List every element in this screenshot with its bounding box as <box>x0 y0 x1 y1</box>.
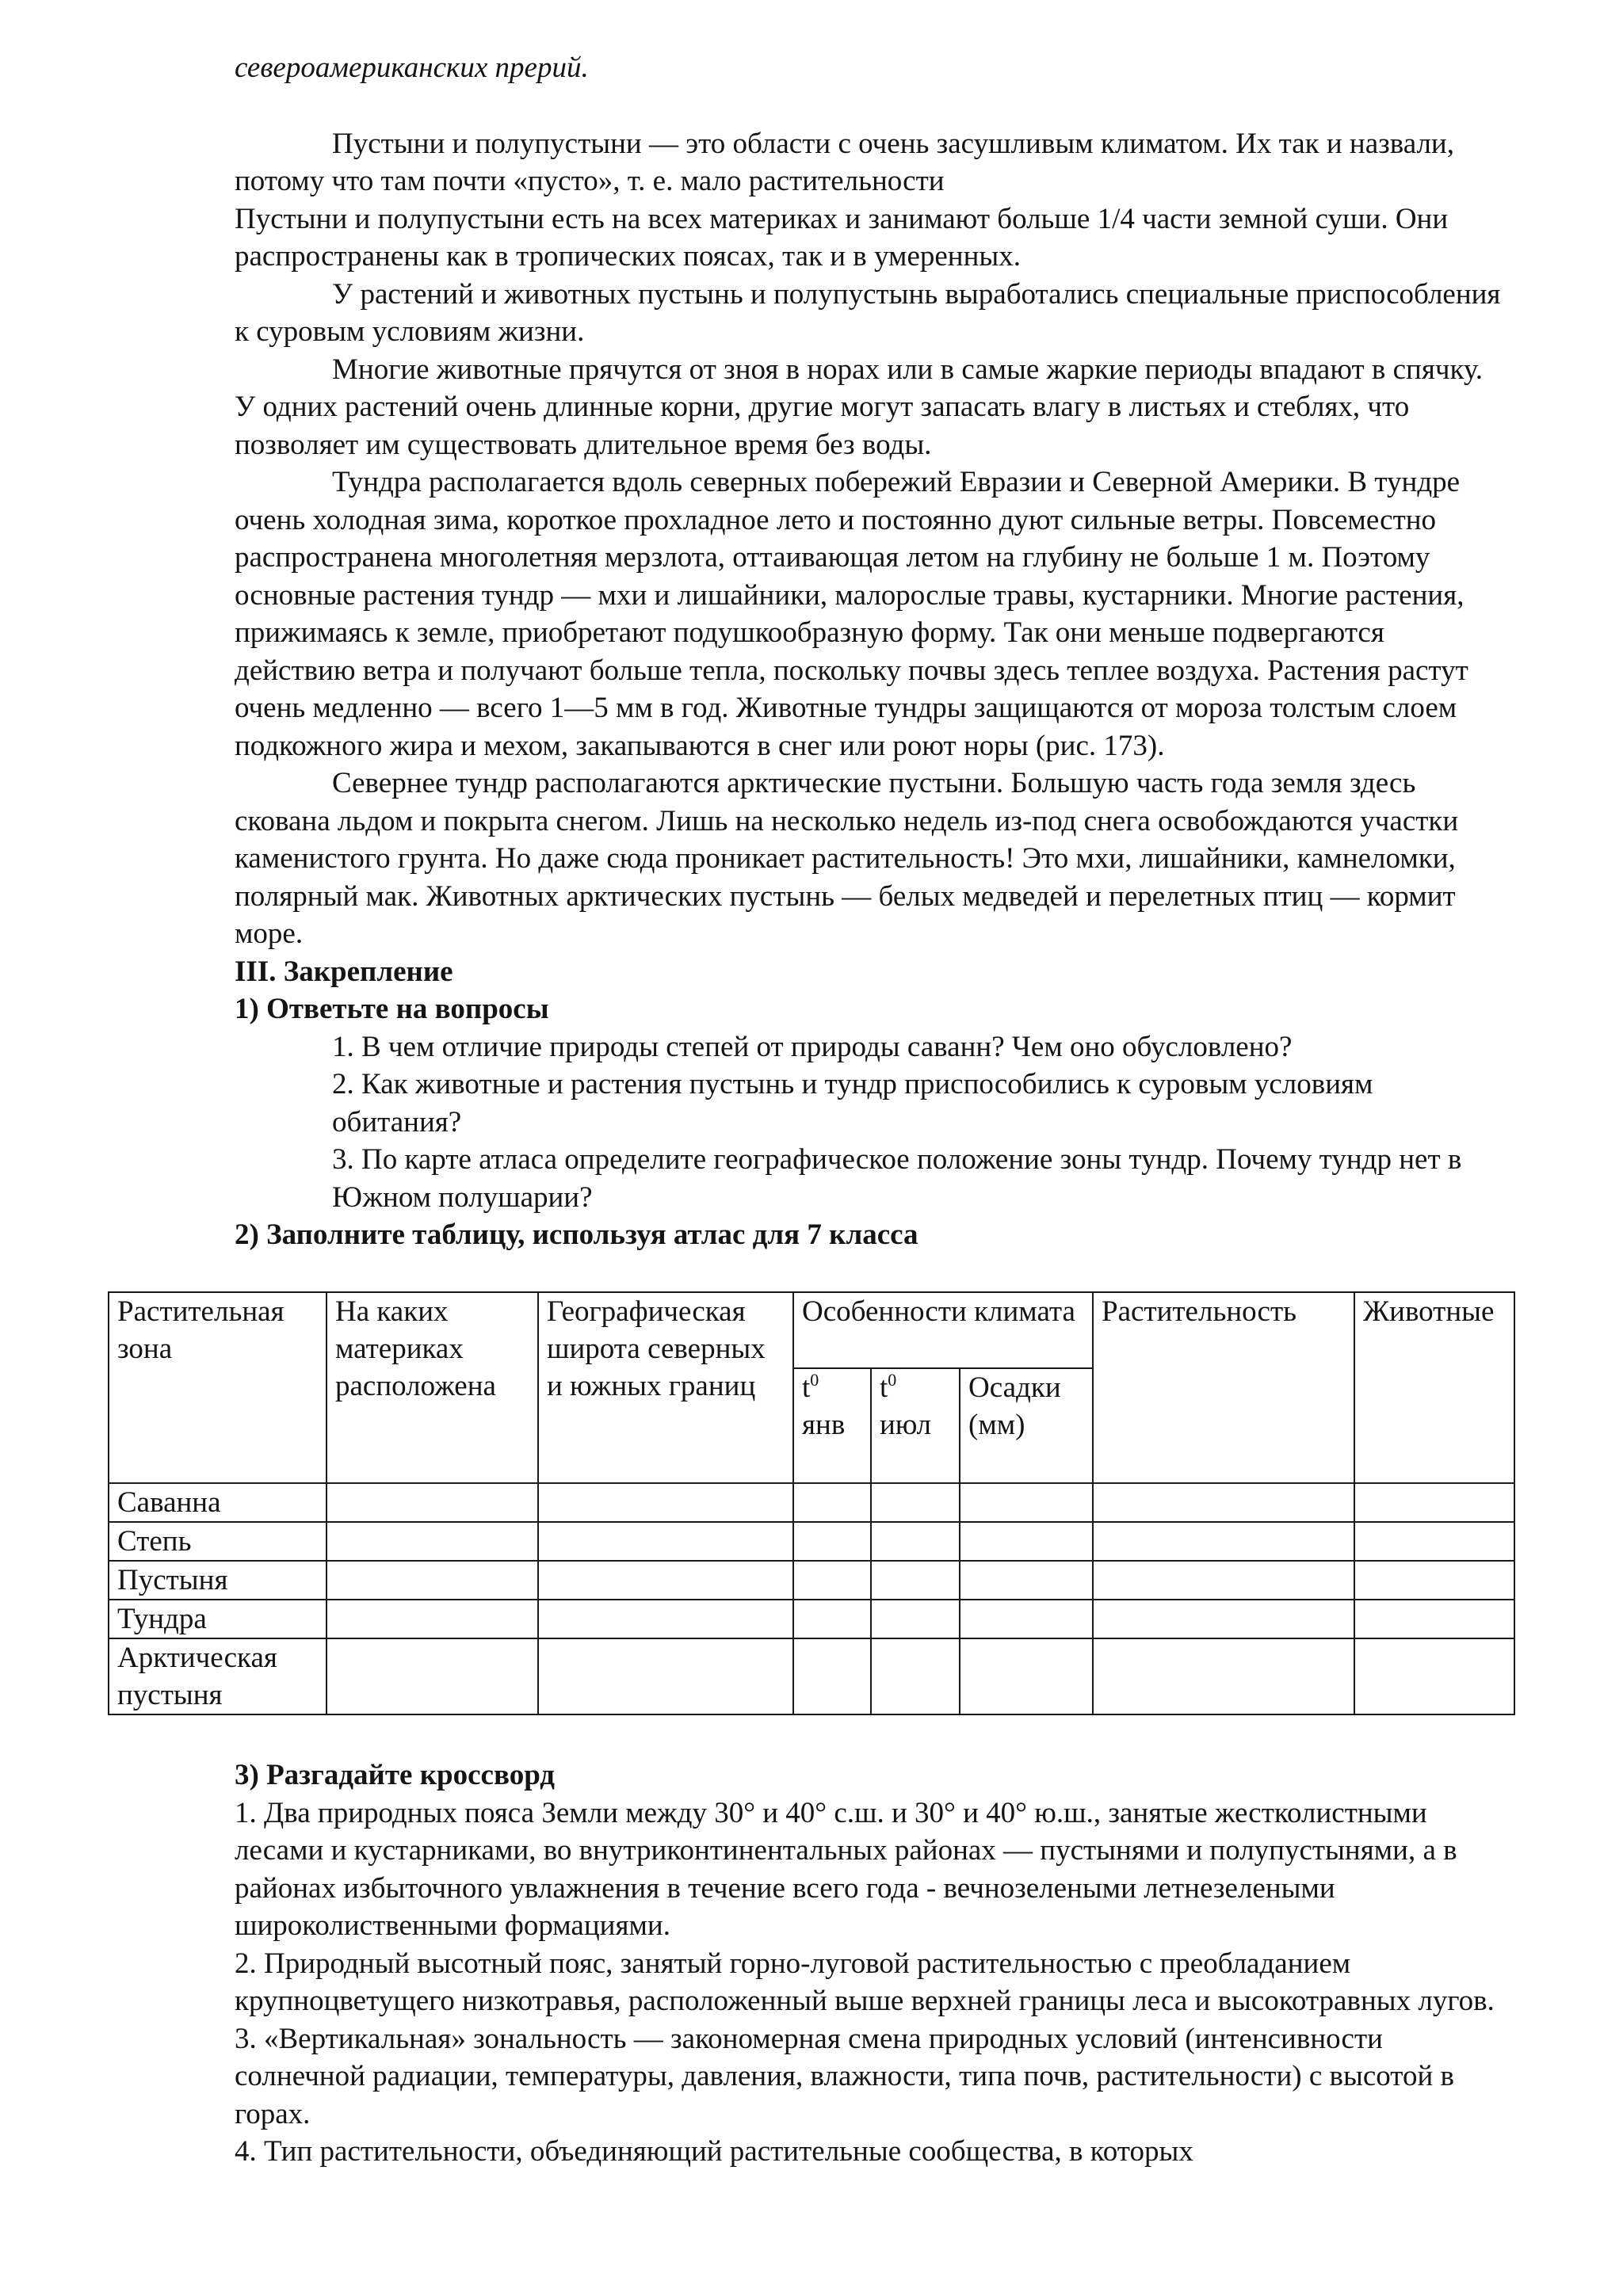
question-1: 1. В чем отличие природы степей от природы саванн? Чем оно обусловлено? <box>332 1030 1293 1063</box>
crossword-item-4: 4. Тип растительности, объединяющий растительные сообщества, в которых <box>235 2135 1193 2168</box>
task2-heading: 2) Заполните таблицу, используя атлас для 7 класса <box>235 1219 918 1251</box>
table-cell <box>793 1600 871 1638</box>
desert-paragraph-4: Многие животные прячутся от зноя в норах или в самые жаркие периоды впадают в спячку. У одних растений очень длинные корни, другие могут запасать влагу в листьях и стеблях, что позволяет им существовать длительное время без воды. <box>235 353 1483 461</box>
table-cell <box>793 1483 871 1522</box>
table-row <box>109 1522 1514 1561</box>
crossword-heading: 3) Разгадайте кроссворд <box>235 1759 556 1791</box>
row-zone-label: Пустыня <box>109 1561 327 1600</box>
t-symbol: t <box>880 1371 888 1404</box>
table-cell <box>1354 1561 1514 1600</box>
table-cell <box>871 1638 960 1714</box>
table-cell <box>1354 1522 1514 1561</box>
header-latitude: Географическая широта северных и южных границ <box>538 1292 793 1483</box>
header-climate: Особенности климата <box>793 1292 1093 1368</box>
table-row <box>109 1561 1514 1600</box>
header-t-jan <box>793 1368 871 1483</box>
table-cell <box>871 1522 960 1561</box>
header-precip: Осадки (мм) <box>960 1368 1093 1483</box>
table-cell <box>1093 1561 1354 1600</box>
desert-paragraph-1: Пустыни и полупустыни — это области с очень засушливым климатом. Их так и назвали, потому что там почти «пусто», т. е. мало растительности <box>235 127 1454 197</box>
desert-paragraph-2: Пустыни и полупустыни есть на всех материках и занимают больше 1/4 части земной суши. Они распространены как в тропических поясах, так и в умеренных. <box>235 202 1449 273</box>
table-header-row <box>109 1292 1514 1368</box>
desert-paragraph-3: У растений и животных пустынь и полупустынь выработались специальные приспособления к суровым условиям жизни. <box>235 277 1501 348</box>
table-cell <box>793 1522 871 1561</box>
table-cell <box>538 1561 793 1600</box>
question-3: 3. По карте атласа определите географическое положение зоны тундр. Почему тундр нет в Южном полушарии? <box>332 1143 1462 1214</box>
header-animals: Животные <box>1354 1292 1514 1483</box>
crossword-item-1: 1. Два природных пояса Земли между 30° и 40° с.ш. и 30° и 40° ю.ш., занятые жестколистными лесами и кустарниками, во внутриконтинентальных районах — пустынями и полупустынями, а в районах избыточного увлажнения в течение всего года - вечнозелеными летнезелеными широколиственными формациями. <box>235 1796 1457 1942</box>
table-cell <box>1354 1600 1514 1638</box>
task1-heading: 1) Ответьте на вопросы <box>235 993 549 1025</box>
t-superscript: 0 <box>810 1370 819 1390</box>
table-cell <box>327 1638 538 1714</box>
table-cell <box>960 1561 1093 1600</box>
table-cell <box>1093 1483 1354 1522</box>
table-cell <box>1354 1638 1514 1714</box>
row-zone-label: Саванна <box>109 1483 327 1522</box>
header-vegetation: Растительность <box>1093 1292 1354 1483</box>
row-zone-label: Тундра <box>109 1600 327 1638</box>
jan-label: янв <box>802 1409 846 1441</box>
arctic-paragraph: Севернее тундр располагаются арктические пустыни. Большую часть года земля здесь скована льдом и покрыта снегом. Лишь на несколько недель из-под снега освобождаются участки каменистого грунта. Но даже сюда проникает растительность! Это мхи, лишайники, камнеломки, полярный мак. Животных арктических пустынь — белых медведей и перелетных птиц — кормит море. <box>235 767 1459 950</box>
table-cell <box>871 1483 960 1522</box>
prairie-line: североамериканских прерий. <box>235 51 589 84</box>
table-cell <box>960 1483 1093 1522</box>
header-zone: Растительная зона <box>109 1292 327 1483</box>
crossword-section <box>235 1756 1503 2171</box>
zones-table <box>108 1291 1515 1715</box>
row-zone-label: Степь <box>109 1522 327 1561</box>
blank-line <box>235 87 1503 125</box>
header-t-jul <box>871 1368 960 1483</box>
t-superscript: 0 <box>888 1370 897 1390</box>
t-symbol: t <box>802 1371 811 1404</box>
table-cell <box>1093 1522 1354 1561</box>
section-heading: III. Закрепление <box>235 955 453 988</box>
table-cell <box>327 1522 538 1561</box>
table-cell <box>960 1600 1093 1638</box>
table-row <box>109 1600 1514 1638</box>
question-2: 2. Как животные и растения пустынь и тундр приспособились к суровым условиям обитания? <box>332 1068 1373 1138</box>
table-row <box>109 1638 1514 1714</box>
table-cell <box>327 1600 538 1638</box>
table-cell <box>1093 1638 1354 1714</box>
table-cell <box>960 1522 1093 1561</box>
table-cell <box>960 1638 1093 1714</box>
header-continents: На каких материках расположена <box>327 1292 538 1483</box>
row-zone-label: Арктическая пустыня <box>109 1638 327 1714</box>
table-cell <box>1354 1483 1514 1522</box>
crossword-item-3: 3. «Вертикальная» зональность — закономерная смена природных условий (интенсивности солнечной радиации, температуры, давления, влажности, типа почв, растительности) с высотой в горах. <box>235 2022 1454 2130</box>
tundra-paragraph: Тундра располагается вдоль северных побережий Евразии и Северной Америки. В тундре очень холодная зима, короткое прохладное лето и постоянно дуют сильные ветры. Повсеместно распространена многолетняя мерзлота, оттаивающая летом на глубину не больше 1 м. Поэтому основные растения тундр — мхи и лишайники, малорослые травы, кустарники. Многие растения, прижимаясь к земле, приобретают подушкообразную форму. Так они меньше подвергаются действию ветра и получают больше тепла, поскольку почвы здесь теплее воздуха. Растения растут очень медленно — всего 1—5 мм в год. Животные тундры защищаются от мороза толстым слоем подкожного жира и мехом, закапываются в снег или роют норы (рис. 173). <box>235 466 1468 762</box>
table-cell <box>538 1522 793 1561</box>
table-cell <box>871 1561 960 1600</box>
table-cell <box>327 1483 538 1522</box>
main-text-column <box>235 49 1503 1254</box>
table-cell <box>793 1561 871 1600</box>
jul-label: июл <box>880 1409 931 1441</box>
table-cell <box>871 1600 960 1638</box>
table-cell <box>538 1638 793 1714</box>
table-cell <box>1093 1600 1354 1638</box>
crossword-item-2: 2. Природный высотный пояс, занятый горно-луговой растительностью с преобладанием крупноцветущего низкотравья, расположенный выше верхней границы леса и высокотравных лугов. <box>235 1947 1495 2017</box>
table-cell <box>793 1638 871 1714</box>
table-cell <box>538 1600 793 1638</box>
table-cell <box>538 1483 793 1522</box>
table-row <box>109 1483 1514 1522</box>
table-cell <box>327 1561 538 1600</box>
